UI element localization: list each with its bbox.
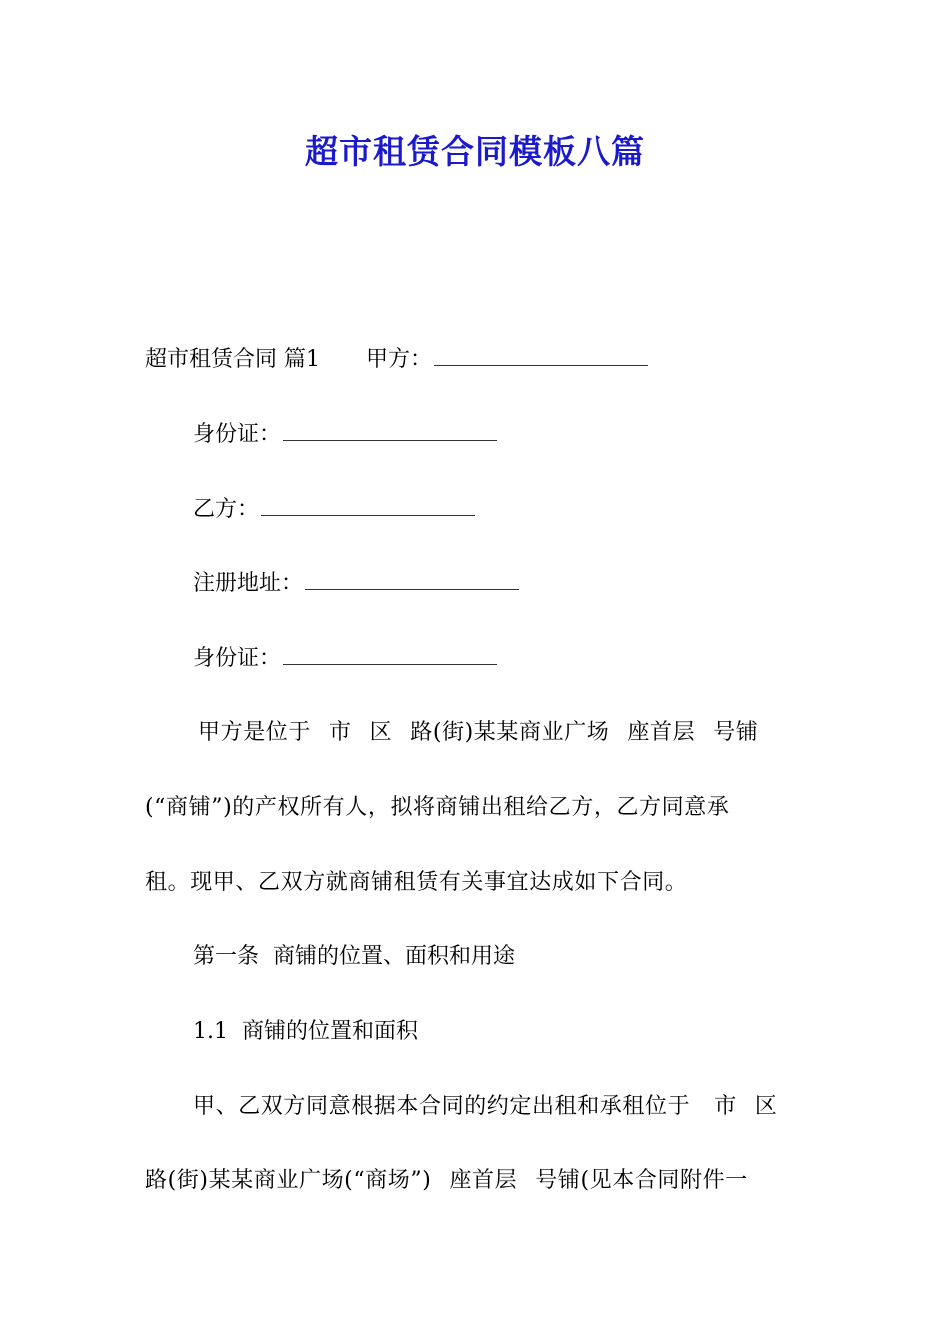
paragraph-2-line-2	[145, 1166, 810, 1196]
p1-seg3: 区	[369, 720, 393, 745]
paragraph-2-line-1	[193, 1092, 810, 1122]
p2-line2-a: 路(街)某某商业广场(“商场”)	[145, 1168, 432, 1193]
p2-seg3: 区	[754, 1094, 778, 1119]
p1-seg1: 甲方是位于	[198, 720, 312, 745]
party-a-line	[145, 345, 810, 375]
id-card-line-1	[193, 420, 810, 450]
id-card-blank-2	[283, 644, 497, 665]
id-card-blank-1	[283, 420, 497, 441]
id-card-label-1: 身份证：	[193, 422, 282, 447]
registered-address-blank	[305, 569, 519, 590]
p1-seg6: 号铺	[713, 720, 759, 745]
registered-address-line	[193, 569, 810, 599]
party-b-blank	[261, 495, 475, 516]
paragraph-1-line-2: (“商铺”)的产权所有人，拟将商铺出租给乙方，乙方同意承	[145, 795, 730, 820]
registered-address-label: 注册地址：	[193, 571, 304, 596]
section-1-1-heading: 1.1 商铺的位置和面积	[193, 1019, 418, 1044]
party-a-blank	[434, 345, 648, 366]
document-title: 超市租赁合同模板八篇	[305, 132, 645, 171]
party-b-label: 乙方：	[193, 497, 260, 522]
p2-line2-b: 座首层	[449, 1168, 518, 1193]
paragraph-1-line-3: 租。现甲、乙双方就商铺租赁有关事宜达成如下合同。	[145, 870, 688, 895]
party-b-line	[193, 495, 810, 525]
id-card-label-2: 身份证：	[193, 646, 282, 671]
p2-seg1: 甲、乙双方同意根据本合同的约定出租和承租位于	[193, 1094, 691, 1119]
p1-seg5: 座首层	[627, 720, 696, 745]
p2-line2-c: 号铺(见本合同附件一	[535, 1168, 748, 1193]
p1-seg2: 市	[329, 720, 352, 745]
article-1-heading: 第一条 商铺的位置、面积和用途	[193, 944, 515, 969]
id-card-line-2	[193, 644, 810, 674]
paragraph-1-line-1	[198, 718, 815, 748]
party-a-label: 甲方：	[366, 347, 433, 372]
contract-heading: 超市租赁合同 篇1	[145, 347, 320, 372]
p1-seg4: 路(街)某某商业广场	[410, 720, 610, 745]
p2-seg2: 市	[714, 1094, 737, 1119]
